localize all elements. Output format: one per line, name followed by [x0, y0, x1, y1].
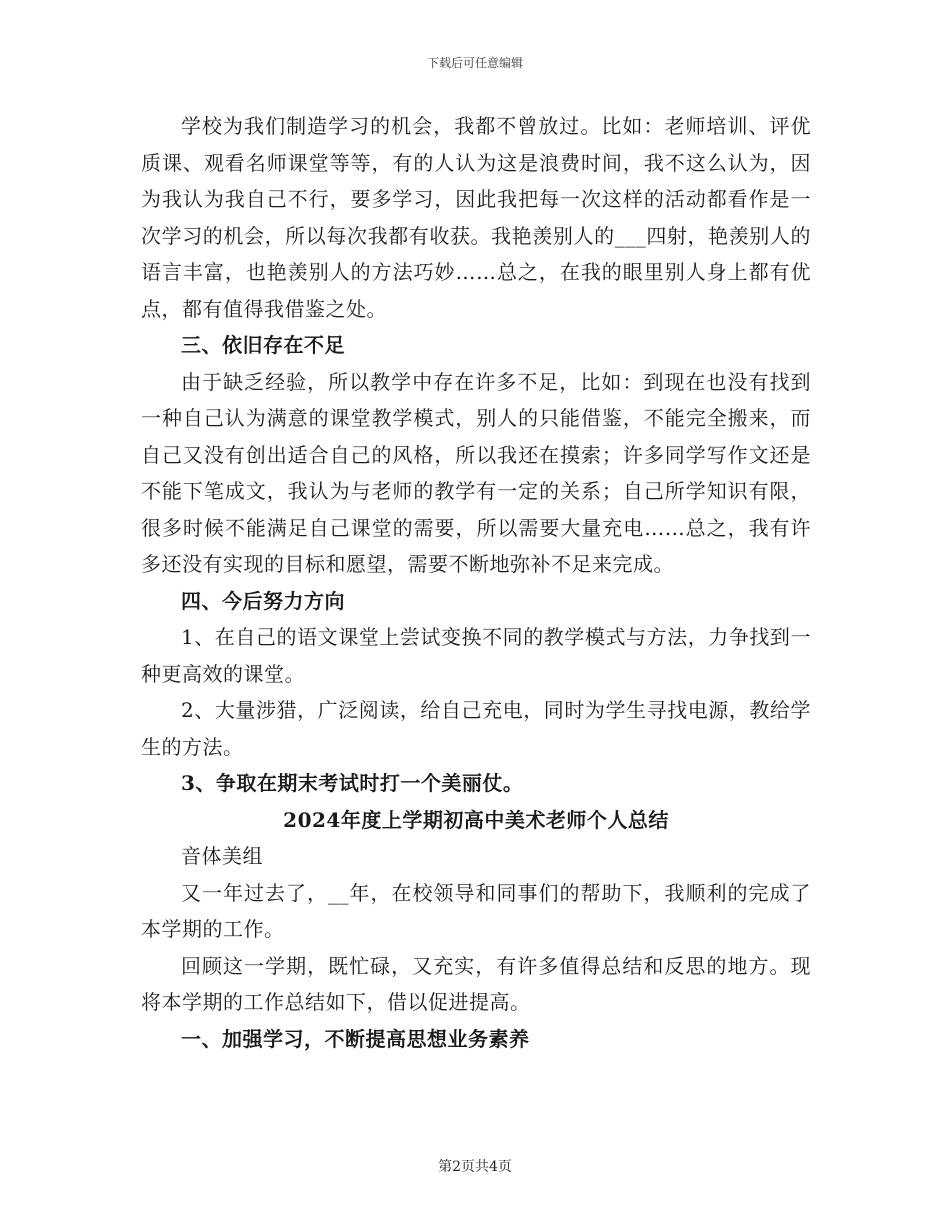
- document-body: [141, 108, 811, 1057]
- document-title: 2024年度上学期初高中美术老师个人总结: [283, 807, 669, 832]
- list-item-2: 2、大量涉猎，广泛阅读，给自己充电，同时为学生寻找电源，教给学生的方法。: [141, 698, 811, 759]
- paragraph-intro: 又一年过去了，__年，在校领导和同事们的帮助下，我顺利的完成了本学期的工作。: [141, 880, 811, 941]
- paragraph-shortcomings: 由于缺乏经验，所以教学中存在许多不足，比如：到现在也没有找到一种自己认为满意的课堂教学模式，别人的只能借鉴，不能完全搬来，而自己又没有创出适合自己的风格，所以我还在摸索；许多同学写作文还是不能下笔成文，我认为与老师的教学有一定的关系；自己所学知识有限，很多时候不能满足自己课堂的需要，所以需要大量充电……总之，我有许多还没有实现的目标和愿望，需要不断地弥补不足来完成。: [141, 369, 811, 576]
- list-item-3: 3、争取在期末考试时打一个美丽仗。: [181, 771, 524, 795]
- group-name: 音体美组: [181, 844, 263, 868]
- section-heading-learning: 一、加强学习，不断提高思想业务素养: [181, 1026, 530, 1051]
- page-header: 下载后可任意编辑: [426, 56, 523, 70]
- section-heading-shortcomings: 三、依旧存在不足: [181, 333, 345, 357]
- list-item-1: 1、在自己的语文课堂上尝试变换不同的教学模式与方法，力争找到一种更高效的课堂。: [141, 625, 811, 686]
- page-footer: 第2页共4页: [438, 1159, 512, 1175]
- paragraph-learning-opportunities: 学校为我们制造学习的机会，我都不曾放过。比如：老师培训、评优质课、观看名师课堂等等，有的人认为这是浪费时间，我不这么认为，因为我认为我自己不行，要多学习，因此我把每一次这样的活动都看作是一次学习的机会，所以每次我都有收获。我艳羡别人的___四射，艳羡别人的语言丰富，也艳羡别人的方法巧妙……总之，在我的眼里别人身上都有优点，都有值得我借鉴之处。: [141, 114, 811, 321]
- section-heading-future-direction: 四、今后努力方向: [181, 588, 345, 613]
- paragraph-review: 回顾这一学期，既忙碌，又充实，有许多值得总结和反思的地方。现将本学期的工作总结如下，借以促进提高。: [141, 953, 811, 1014]
